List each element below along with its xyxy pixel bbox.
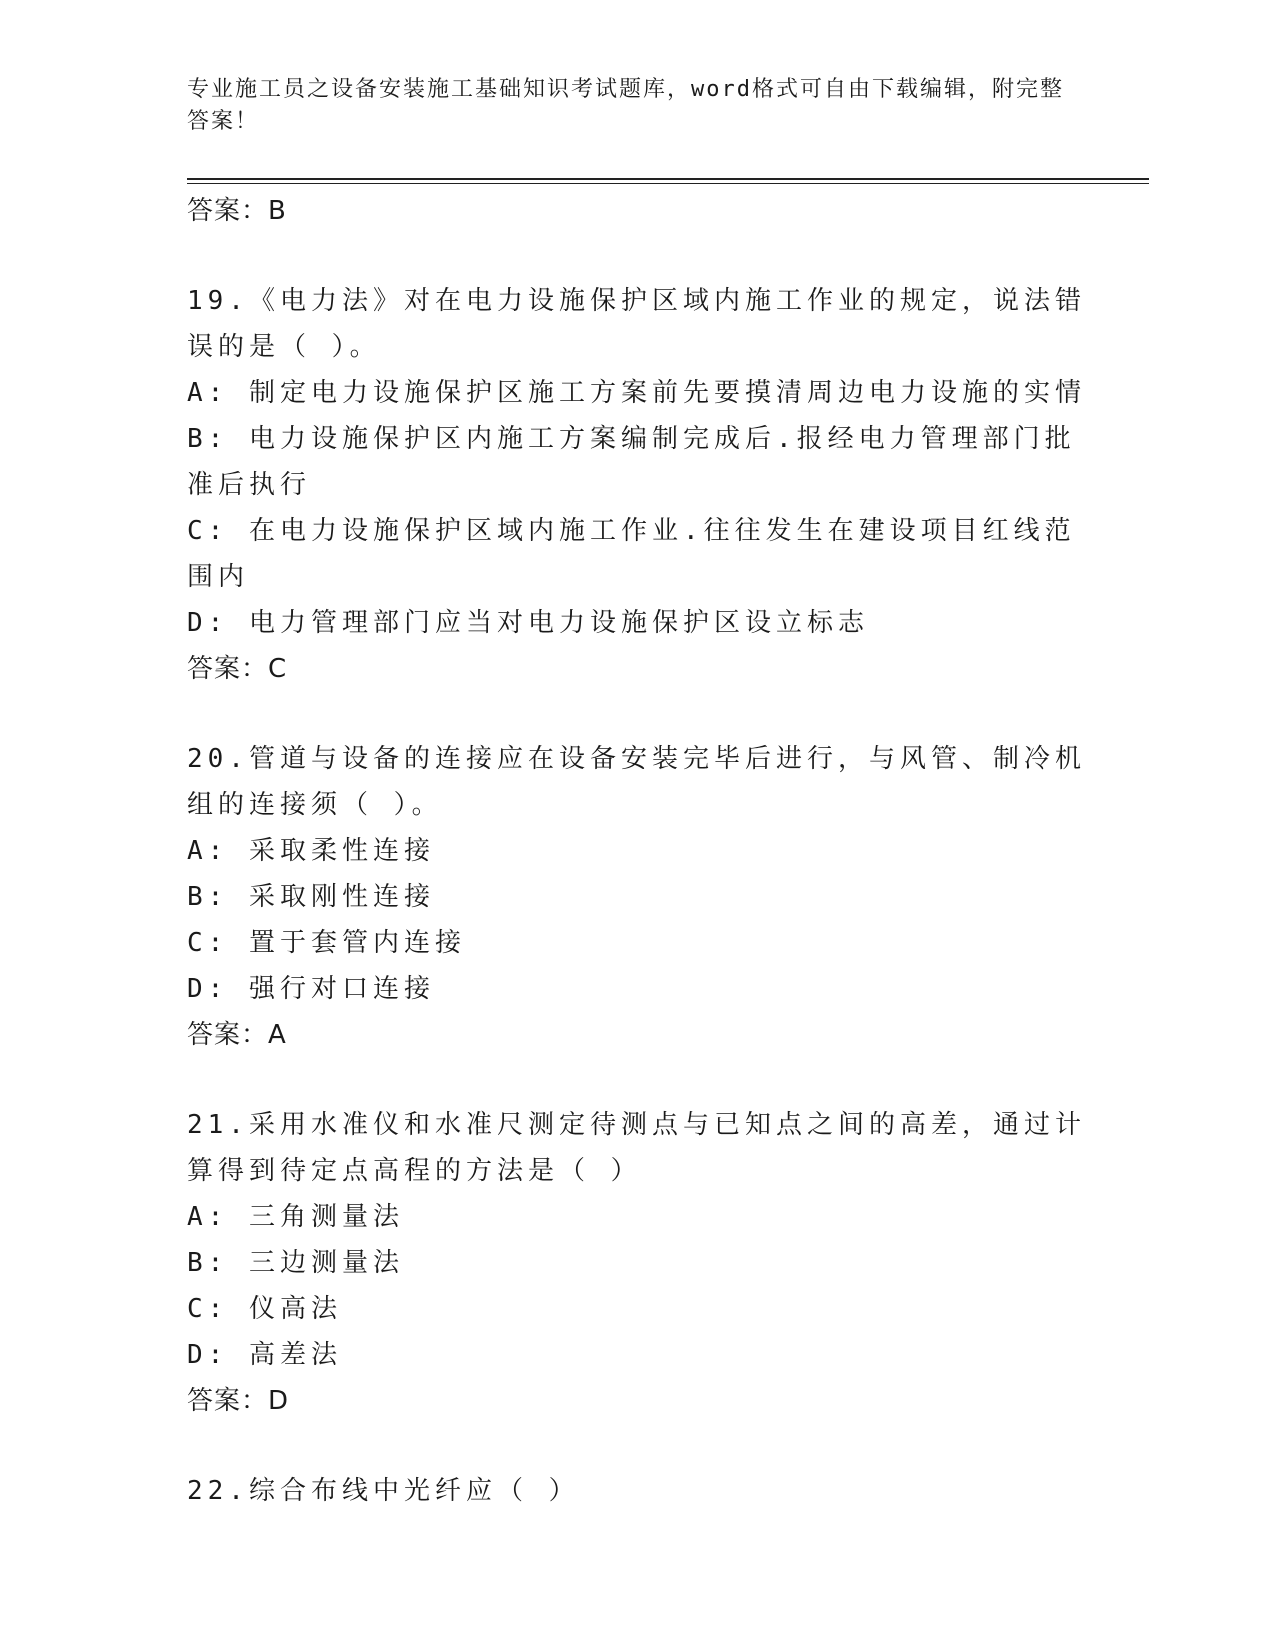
option-a: A: 三角测量法 [187,1202,404,1232]
question-list [187,188,1087,1514]
question-block [187,1102,1087,1424]
spacer [187,234,1087,278]
header-rule-thin [187,183,1149,184]
question-block [187,1468,1087,1514]
page-header: 专业施工员之设备安装施工基础知识考试题库，word格式可自由下载编辑，附完整答案！ [187,77,1064,134]
header-rule-thick [187,178,1149,180]
answer-line: 答案：D [187,1386,290,1416]
question-text: 19.《电力法》对在电力设施保护区域内施工作业的规定，说法错误的是（ ）。 [187,286,1086,362]
answer-line: 答案：B [187,196,287,226]
option-d: D: 强行对口连接 [187,974,435,1004]
question-block [187,736,1087,1058]
question-text: 20.管道与设备的连接应在设备安装完毕后进行，与风管、制冷机组的连接须（ ）。 [187,744,1086,820]
option-d: D: 高差法 [187,1340,342,1370]
spacer [187,692,1087,736]
question-text: 22.综合布线中光纤应（ ） [187,1476,580,1506]
spacer [187,1424,1087,1468]
option-d: D: 电力管理部门应当对电力设施保护区设立标志 [187,608,869,638]
question-block [187,278,1087,692]
answer-line: 答案：C [187,654,288,684]
option-c: C: 置于套管内连接 [187,928,466,958]
question-text: 21.采用水准仪和水准尺测定待测点与已知点之间的高差，通过计算得到待定点高程的方法是（ ） [187,1110,1086,1186]
option-b: B: 采取刚性连接 [187,882,435,912]
option-b: B: 三边测量法 [187,1248,404,1278]
option-b: B: 电力设施保护区内施工方案编制完成后.报经电力管理部门批准后执行 [187,424,1076,500]
spacer [187,1058,1087,1102]
option-c: C: 在电力设施保护区域内施工作业.往往发生在建设项目红线范围内 [187,516,1076,592]
option-a: A: 制定电力设施保护区施工方案前先要摸清周边电力设施的实情 [187,378,1086,408]
answer-line: 答案：A [187,1020,287,1050]
option-a: A: 采取柔性连接 [187,836,435,866]
option-c: C: 仪高法 [187,1294,342,1324]
